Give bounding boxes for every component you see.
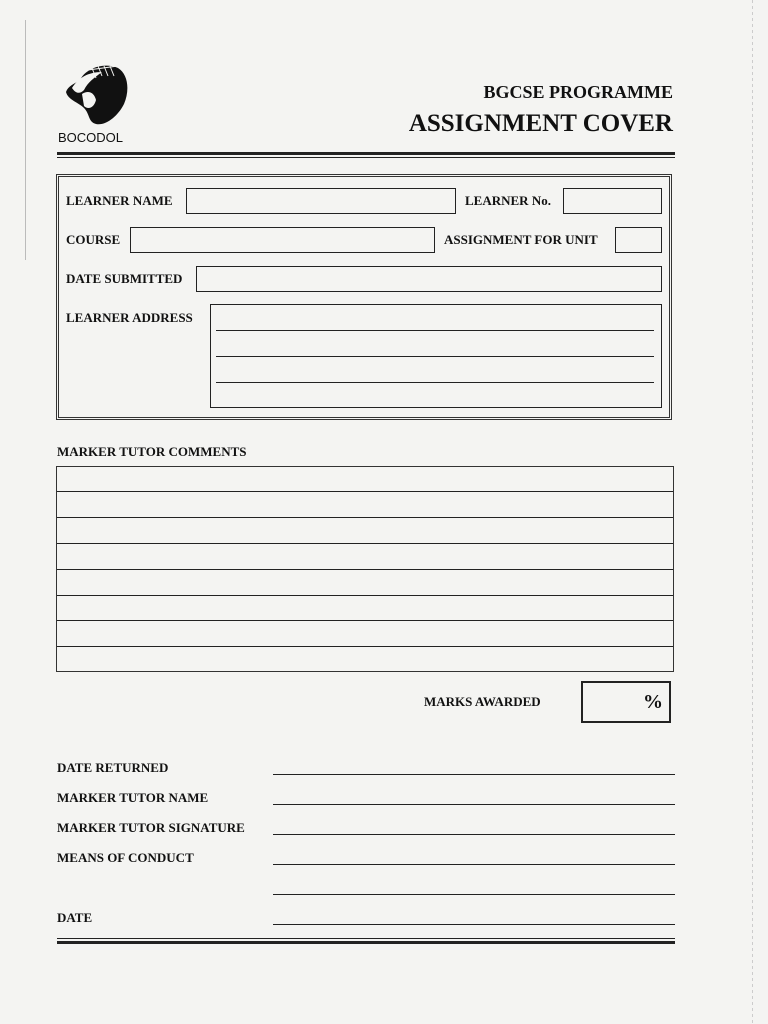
date-returned-line[interactable] bbox=[273, 774, 675, 775]
bocodol-logo bbox=[58, 60, 134, 130]
comment-line bbox=[57, 543, 673, 544]
logo-text: BOCODOL bbox=[58, 130, 124, 145]
address-line bbox=[216, 330, 654, 331]
date-returned-label: DATE RETURNED bbox=[57, 760, 169, 775]
assignment-unit-field[interactable] bbox=[615, 227, 662, 253]
course-field[interactable] bbox=[130, 227, 435, 253]
means-of-conduct-line[interactable] bbox=[273, 864, 675, 865]
comment-line bbox=[57, 569, 673, 570]
marker-name-line[interactable] bbox=[273, 804, 675, 805]
learner-name-field[interactable] bbox=[186, 188, 456, 214]
learner-no-label: LEARNER No. bbox=[465, 193, 551, 208]
means-of-conduct-line-2[interactable] bbox=[273, 894, 675, 895]
page-title: ASSIGNMENT COVER bbox=[408, 110, 673, 137]
address-line bbox=[216, 382, 654, 383]
marker-signature-label: MARKER TUTOR SIGNATURE bbox=[57, 820, 245, 835]
comment-line bbox=[57, 646, 673, 647]
marks-awarded-label: MARKS AWARDED bbox=[424, 694, 541, 709]
address-line bbox=[216, 356, 654, 357]
percent-sign: % bbox=[643, 691, 663, 713]
header-rule bbox=[57, 152, 675, 155]
date-submitted-label: DATE SUBMITTED bbox=[66, 271, 183, 286]
marks-awarded-field[interactable] bbox=[581, 681, 671, 723]
footer-rule-thin bbox=[57, 938, 675, 939]
page-right-edge bbox=[752, 0, 753, 1024]
learner-name-label: LEARNER NAME bbox=[66, 193, 173, 208]
means-of-conduct-label: MEANS OF CONDUCT bbox=[57, 850, 194, 865]
comments-label: MARKER TUTOR COMMENTS bbox=[57, 444, 247, 459]
page-left-edge bbox=[25, 20, 26, 260]
date-line[interactable] bbox=[273, 924, 675, 925]
header-rule-thin bbox=[57, 157, 675, 158]
assignment-unit-label: ASSIGNMENT FOR UNIT bbox=[444, 232, 598, 247]
marker-name-label: MARKER TUTOR NAME bbox=[57, 790, 209, 805]
learner-no-field[interactable] bbox=[563, 188, 662, 214]
programme-title: BGCSE PROGRAMME bbox=[483, 82, 673, 102]
comment-line bbox=[57, 517, 673, 518]
date-label: DATE bbox=[57, 910, 93, 925]
date-submitted-field[interactable] bbox=[196, 266, 662, 292]
learner-address-label: LEARNER ADDRESS bbox=[66, 310, 193, 325]
footer-rule bbox=[57, 941, 675, 944]
comment-line bbox=[57, 491, 673, 492]
comment-line bbox=[57, 620, 673, 621]
comment-line bbox=[57, 595, 673, 596]
course-label: COURSE bbox=[66, 232, 121, 247]
bocodol-logo-icon bbox=[58, 60, 134, 130]
marker-signature-line[interactable] bbox=[273, 834, 675, 835]
